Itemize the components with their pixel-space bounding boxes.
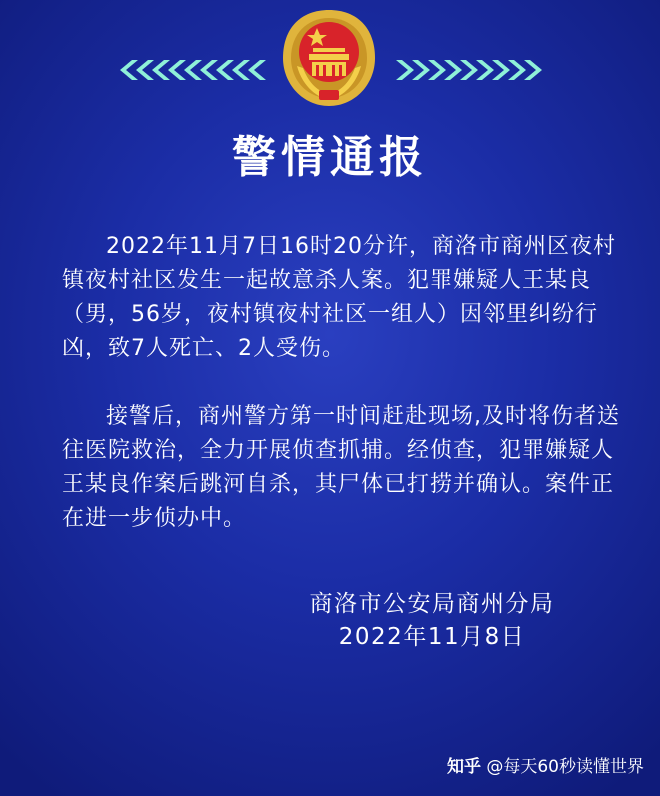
watermark-brand: 知乎	[446, 757, 481, 777]
police-emblem-icon	[279, 6, 379, 110]
chevron-decoration-left-icon	[120, 57, 268, 83]
issuer-name: 商洛市公安局商州分局	[309, 591, 555, 617]
issue-date: 2022年11月8日	[338, 624, 526, 650]
chevron-decoration-right-icon	[388, 57, 544, 83]
page-title: 警情通报	[232, 132, 428, 183]
zhihu-watermark	[447, 756, 644, 778]
notice-body	[62, 230, 622, 536]
header-banner	[0, 0, 660, 120]
signature-block	[262, 588, 602, 654]
notice-paragraph-response: 接警后，商州警方第一时间赶赴现场,及时将伤者送往医院救治，全力开展侦查抓捕。经侦查，犯罪嫌疑人王某良作案后跳河自杀，其尸体已打捞并确认。案件正在进一步侦办中。	[62, 404, 620, 531]
watermark-author: @每天60秒读懂世界	[486, 757, 644, 777]
notice-paragraph-incident: 2022年11月7日16时20分许，商洛市商州区夜村镇夜村社区发生一起故意杀人案。犯罪嫌疑人王某良（男，56岁，夜村镇夜村社区一组人）因邻里纠纷行凶，致7人死亡、2人受伤。	[62, 234, 616, 361]
